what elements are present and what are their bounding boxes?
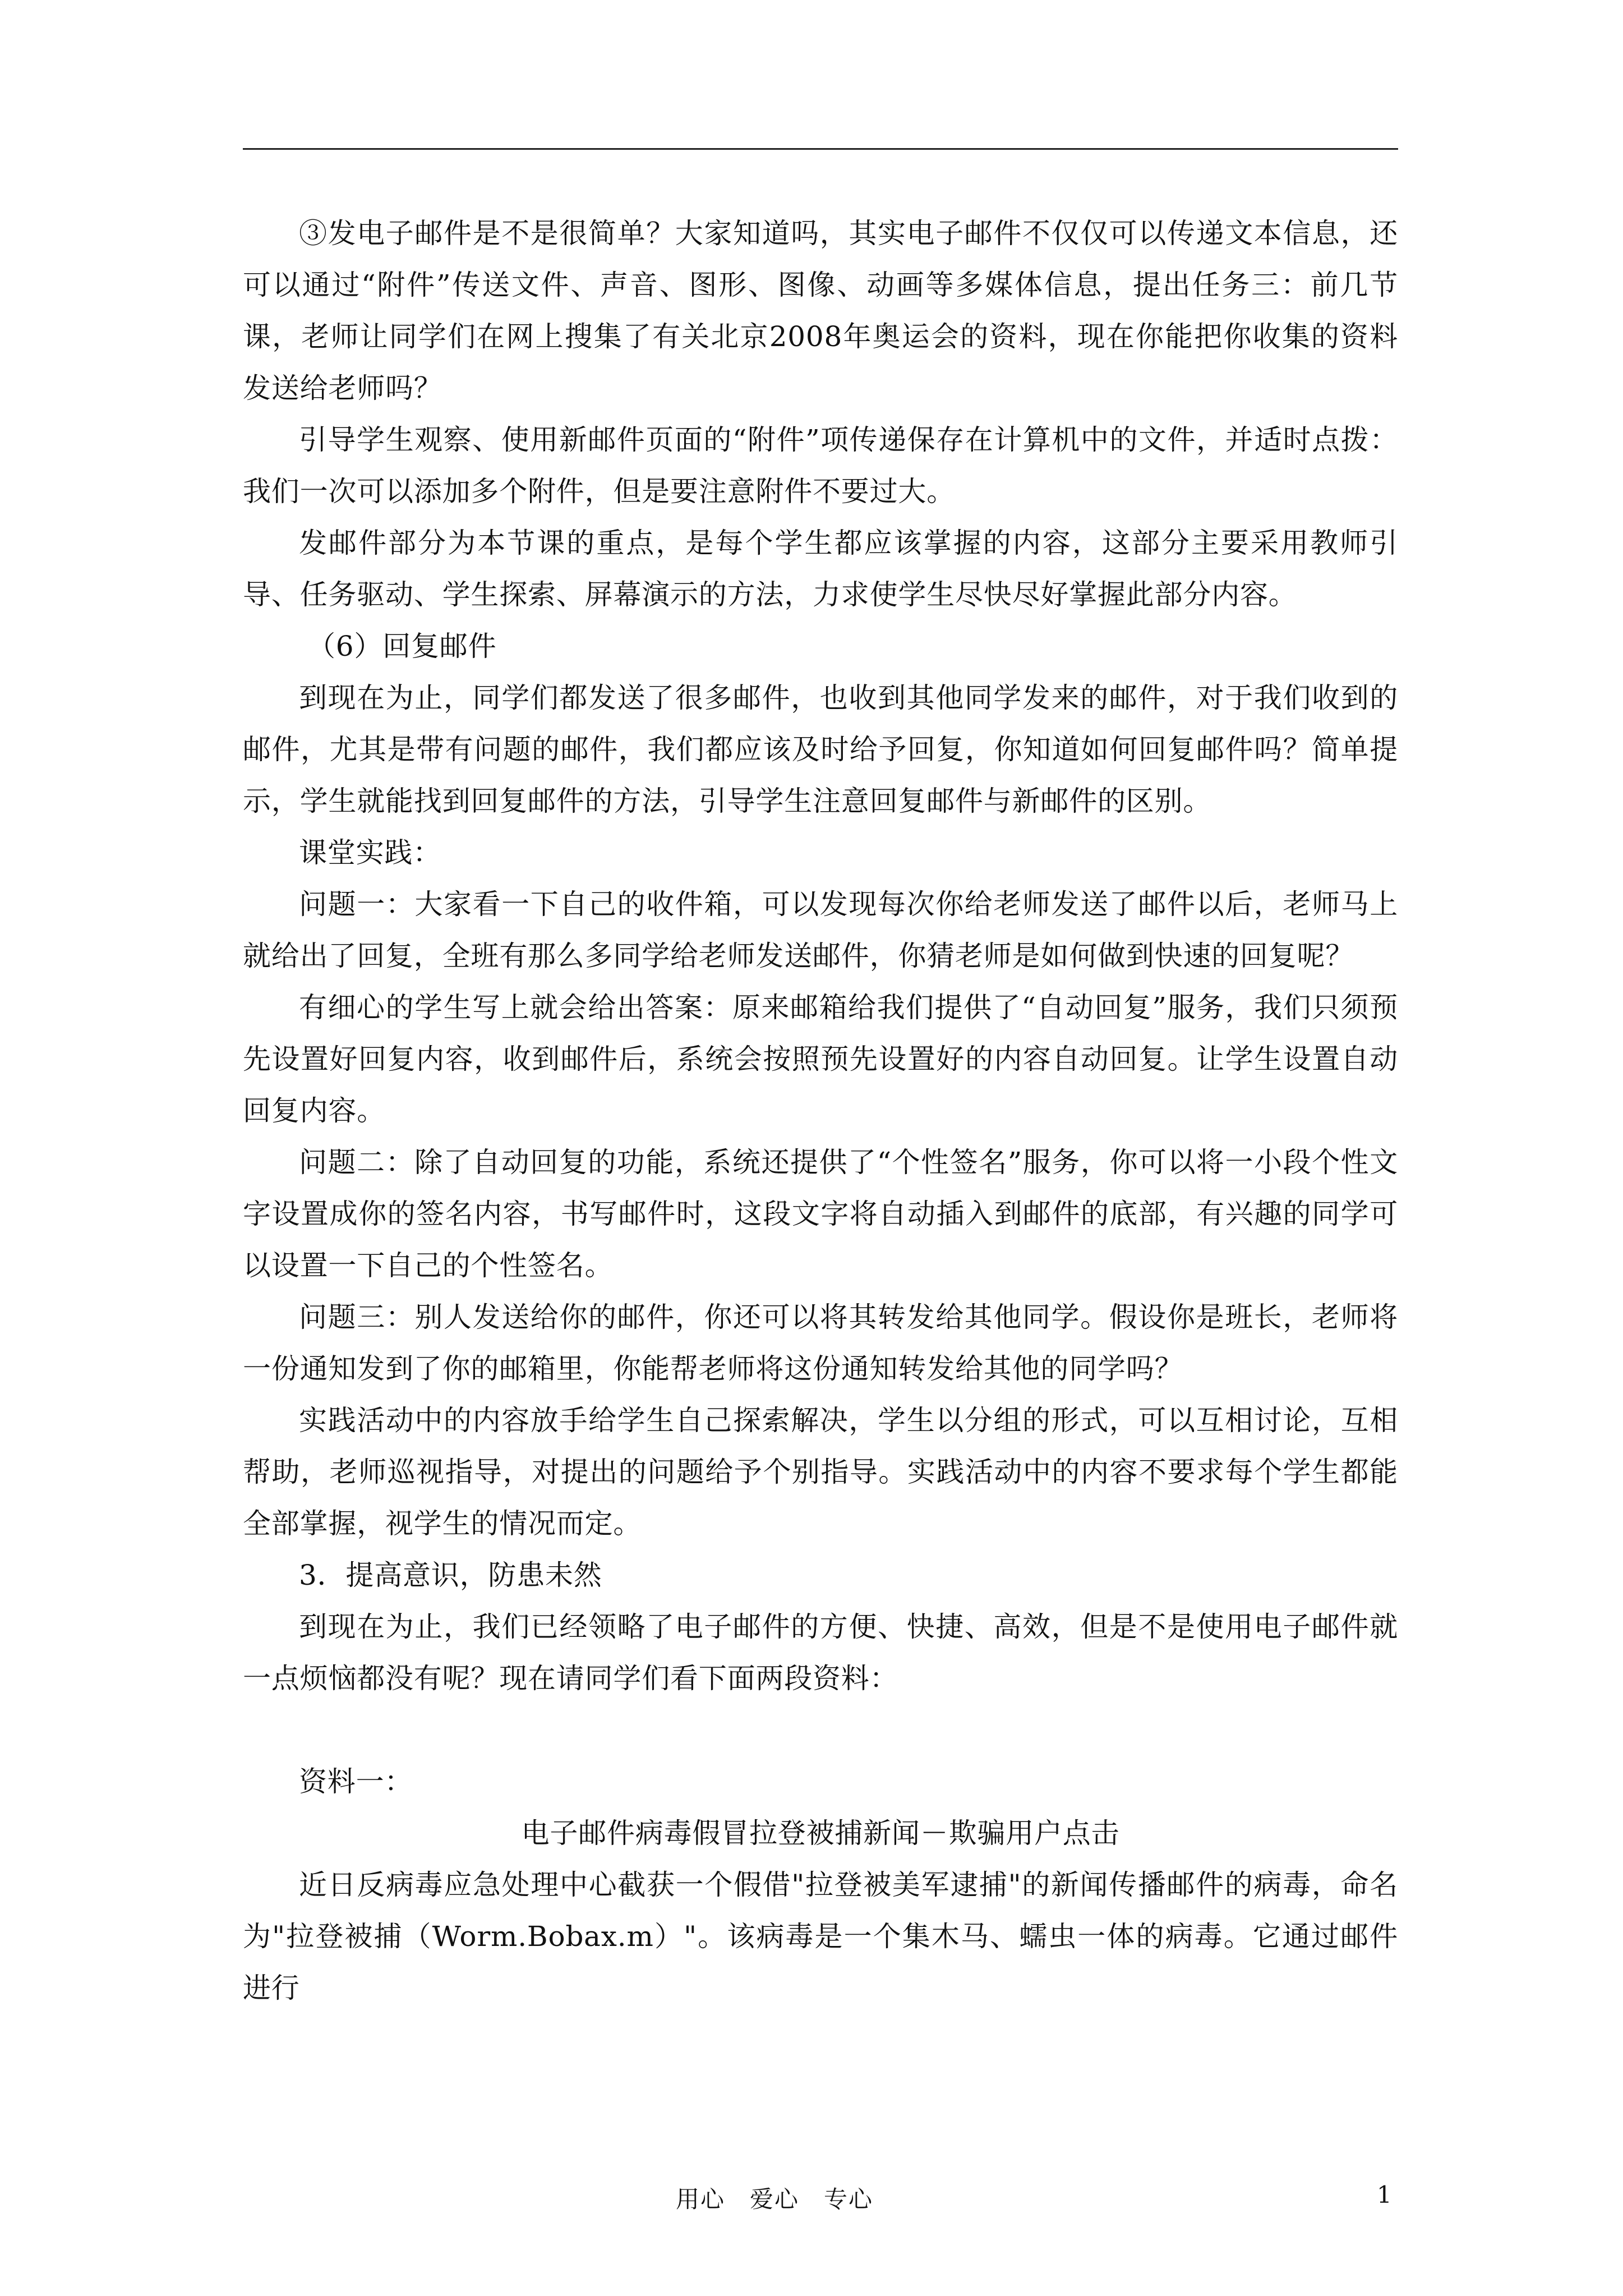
paragraph-question-two: 问题二：除了自动回复的功能，系统还提供了“个性签名”服务，你可以将一小段个性文字设置成你的签名内容，书写邮件时，这段文字将自动插入到邮件的底部，有兴趣的同学可以设置一下自己的个性签名。: [243, 1146, 1398, 1282]
section-heading-reply: （6）回复邮件: [307, 630, 497, 662]
footer-motto: 用心 爱心 专心: [676, 2185, 874, 2213]
document-body: [243, 208, 1398, 2014]
material-title: 电子邮件病毒假冒拉登被捕新闻－欺骗用户点击: [521, 1817, 1120, 1849]
paragraph-practice-label: 课堂实践：: [299, 836, 441, 869]
paragraph-key-point: 发邮件部分为本节课的重点，是每个学生都应该掌握的内容，这部分主要采用教师引导、任务驱动、学生探索、屏幕演示的方法，力求使学生尽快尽好掌握此部分内容。: [243, 527, 1398, 611]
paragraph-attachment-guide: 引导学生观察、使用新邮件页面的“附件”项传递保存在计算机中的文件，并适时点拨：我们一次可以添加多个附件，但是要注意附件不要过大。: [243, 424, 1398, 508]
material-body: 近日反病毒应急处理中心截获一个假借"拉登被美军逮捕"的新闻传播邮件的病毒，命名为"拉登被捕（Worm.Bobax.m）"。该病毒是一个集木马、蠕虫一体的病毒。它通过邮件进行: [243, 1869, 1398, 2004]
paragraph-reply-intro: 到现在为止，同学们都发送了很多邮件，也收到其他同学发来的邮件，对于我们收到的邮件，尤其是带有问题的邮件，我们都应该及时给予回复，你知道如何回复邮件吗？简单提示，学生就能找到回复邮件的方法，引导学生注意回复邮件与新邮件的区别。: [243, 682, 1398, 817]
paragraph-question-three: 问题三：别人发送给你的邮件，你还可以将其转发给其他同学。假设你是班长，老师将一份通知发到了你的邮箱里，你能帮老师将这份通知转发给其他的同学吗？: [243, 1301, 1398, 1385]
section-heading-awareness: 3．提高意识，防患未然: [299, 1559, 602, 1591]
paragraph-practice-notes: 实践活动中的内容放手给学生自己探索解决，学生以分组的形式，可以互相讨论，互相帮助，老师巡视指导，对提出的问题给予个别指导。实践活动中的内容不要求每个学生都能全部掌握，视学生的情况而定。: [243, 1404, 1398, 1540]
material-label: 资料一：: [299, 1765, 413, 1798]
header-rule: [243, 148, 1398, 150]
paragraph-auto-reply: 有细心的学生写上就会给出答案：原来邮箱给我们提供了“自动回复”服务，我们只须预先设置好回复内容，收到邮件后，系统会按照预先设置好的内容自动回复。让学生设置自动回复内容。: [243, 991, 1398, 1127]
paragraph-awareness-intro: 到现在为止，我们已经领略了电子邮件的方便、快捷、高效，但是不是使用电子邮件就一点烦恼都没有呢？现在请同学们看下面两段资料：: [243, 1611, 1398, 1695]
paragraph-task-three: ③发电子邮件是不是很简单？大家知道吗，其实电子邮件不仅仅可以传递文本信息，还可以通过“附件”传送文件、声音、图形、图像、动画等多媒体信息，提出任务三：前几节课，老师让同学们在网上搜集了有关北京2008年奥运会的资料，现在你能把你收集的资料发送给老师吗？: [243, 217, 1398, 404]
blank-line: [243, 1704, 1398, 1756]
page-number: 1: [1377, 2181, 1392, 2208]
paragraph-question-one: 问题一：大家看一下自己的收件箱，可以发现每次你给老师发送了邮件以后，老师马上就给出了回复，全班有那么多同学给老师发送邮件，你猜老师是如何做到快速的回复呢？: [243, 888, 1398, 972]
